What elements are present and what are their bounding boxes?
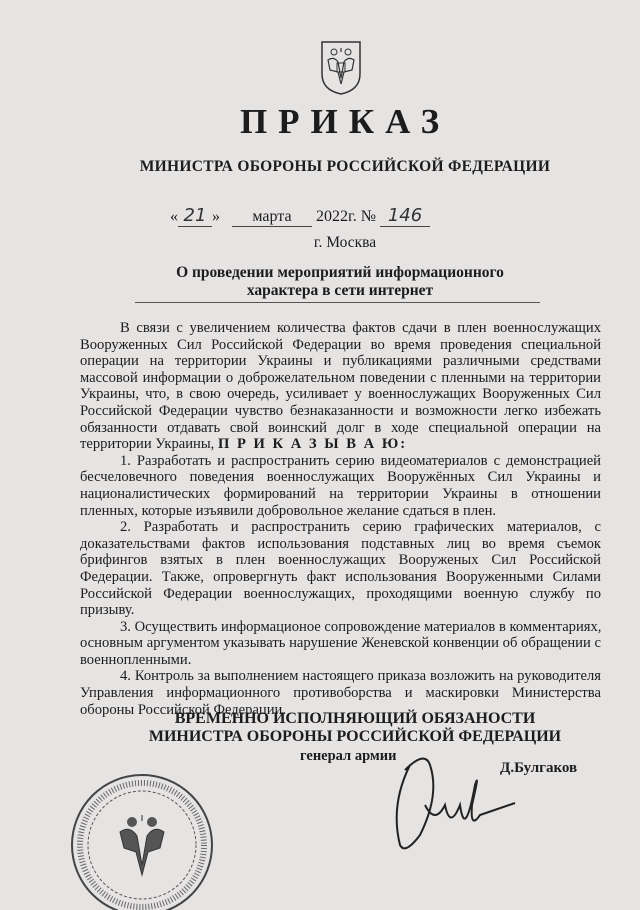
city: г. Москва (313, 234, 377, 251)
signer-name: Д.Булгаков (500, 760, 578, 776)
order-directive: П Р И К А З Ы В А Ю: (217, 436, 408, 453)
signature-title-line-1: ВРЕМЕННО ИСПОЛНЯЮЩИЙ ОБЯЗАНОСТИ (174, 710, 536, 727)
paragraph-line: обороны Российской Федерации. (80, 701, 287, 718)
paragraph-line: Российской Федерации военнослужащих, проходящими военную службу по (80, 585, 601, 602)
paragraph-line: Федерации. Также, опровергнуть факт использования Вооруженными Силами (80, 568, 601, 585)
paragraph-line: 2. Разработать и распространить серию графических материалов, с (120, 519, 601, 536)
number-label: № (360, 208, 377, 225)
order-heading: О проведении мероприятий информационного характера в сети интернет (176, 264, 504, 299)
date-line: « 21 » марта 2022г. № 146 (170, 205, 430, 227)
order-number: 146 (380, 205, 430, 227)
paragraph-line: доказательствами фактов использования подставных лиц во время съемок (80, 535, 601, 552)
document-subtitle: МИНИСТРА ОБОРОНЫ РОССИЙСКОЙ ФЕДЕРАЦИИ (139, 158, 551, 175)
document-title: ПРИКАЗ (239, 102, 451, 141)
paragraph-line: призыву. (80, 602, 135, 619)
heading-underline (135, 302, 540, 303)
paragraph-line: операции на территории Украины и публикациями различными средствами (80, 353, 601, 370)
paragraph-line: бесчеловечного поведения военнослужащих Вооружённых Сил Украины и (80, 469, 601, 486)
paragraph-line: массовой информации о доброжелательном поведении с пленными на территории (80, 369, 601, 386)
paragraph-line: основным аргументом указывать нарушение Женевской конвенции об обращении с (80, 635, 601, 652)
paragraph-line: 1. Разработать и распространить серию видеоматериалов с демонстрацией (120, 452, 601, 469)
paragraph-line: 4. Контроль за выполнением настоящего приказа возложить на руководителя (120, 668, 601, 685)
handwritten-signature (380, 745, 520, 865)
signature-block-title (0, 710, 640, 746)
paragraph-line: обязанности отдавать свой воинский долг в ходе специальной операции на (80, 419, 601, 436)
paragraph-line: Управления информационного противоборства и маскировки Министерства (80, 685, 601, 702)
paragraph-line: военнопленными. (80, 651, 192, 668)
paragraph-line: националистических формирований на территории Украины в отношении (80, 485, 601, 502)
order-body (80, 320, 601, 718)
paragraph-line: пленных, которые изъявили добровольное желание сдаться в плен. (80, 502, 497, 519)
date-month: марта (232, 208, 312, 227)
official-seal-stamp (62, 770, 222, 910)
coat-of-arms-emblem (318, 38, 364, 96)
paragraph-line: Российской Федерации чувство безнаказанности и возможности легко избежать (80, 402, 601, 419)
paragraph-line: 3. Осуществить информационое сопровождение материалов в комментариях, (120, 618, 602, 635)
paragraph-line: Украины, что, в свою очередь, усиливает у военнослужащих Вооруженных Сил (80, 386, 601, 403)
signer-rank: генерал армии (300, 748, 397, 764)
paragraph-line (80, 436, 601, 453)
signature-title-line-2: МИНИСТРА ОБОРОНЫ РОССИЙСКОЙ ФЕДЕРАЦИИ (148, 728, 562, 745)
date-year: 2022г. (316, 208, 357, 225)
paragraph-line: В связи с увеличением количества фактов сдачи в плен военнослужащих (120, 320, 601, 336)
paragraph-line: брифингов взятых в плен военнослужащих Вооруженых Сил Российской (80, 552, 601, 569)
paragraph-line: Вооруженных Сил Российской Федерации во время проведения специальной (80, 336, 601, 353)
paragraph-text: территории Украины, (80, 436, 218, 453)
date-day: 21 (178, 205, 212, 227)
